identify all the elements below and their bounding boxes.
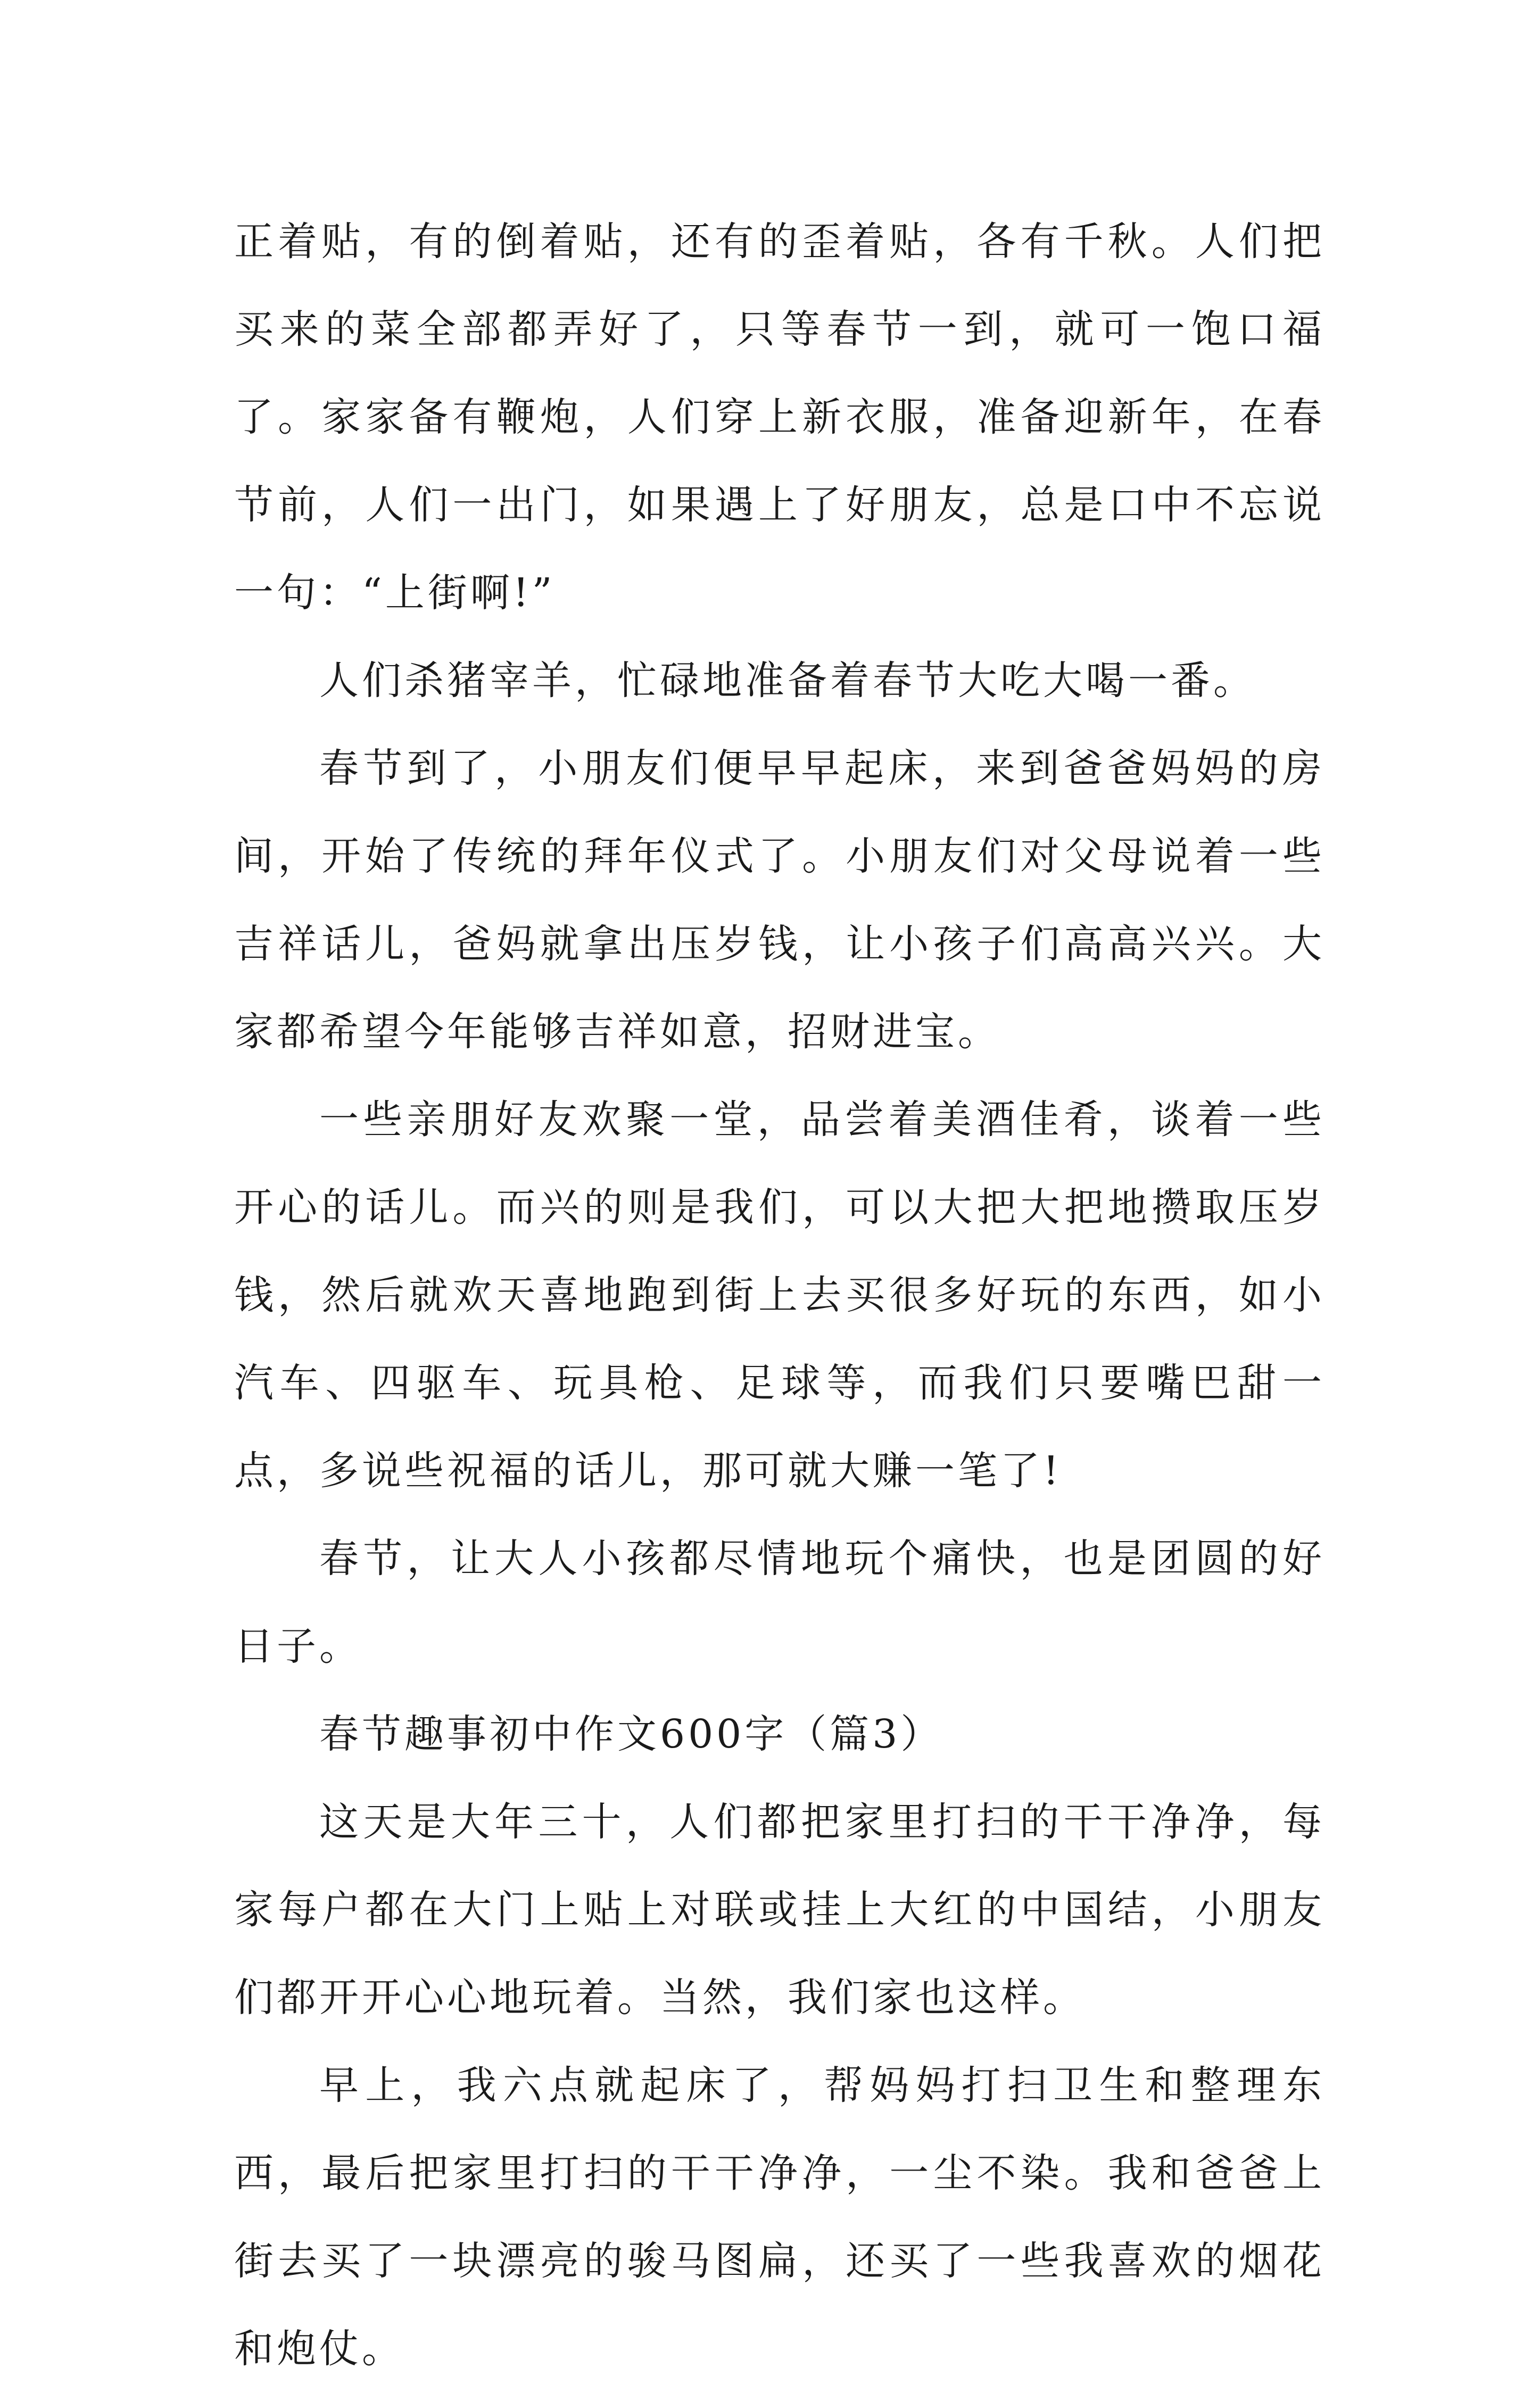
paragraph-4: 一些亲朋好友欢聚一堂，品尝着美酒佳肴，谈着一些开心的话儿。而兴的则是我们，可以大把大把地攒取压岁钱，然后就欢天喜地跑到街上去买很多好玩的东西，如小汽车、四驱车、玩具枪、足球等，而我们只要嘴巴甜一点，多说些祝福的话儿，那可就大赚一笔了!: [234, 1097, 1325, 1494]
paragraph-3: 春节到了，小朋友们便早早起床，来到爸爸妈妈的房间，开始了传统的拜年仪式了。小朋友们对父母说着一些吉祥话儿，爸妈就拿出压岁钱，让小孩子们高高兴兴。大家都希望今年能够吉祥如意，招财进宝。: [234, 746, 1325, 1055]
paragraph-6: 这天是大年三十，人们都把家里打扫的干干净净，每家每户都在大门上贴上对联或挂上大红的中国结，小朋友们都开开心心地玩着。当然，我们家也这样。: [234, 1799, 1325, 2021]
document-body: [234, 198, 1325, 2393]
paragraph-7: 早上，我六点就起床了，帮妈妈打扫卫生和整理东西，最后把家里打扫的干干净净，一尘不染。我和爸爸上街去买了一块漂亮的骏马图扁，还买了一些我喜欢的烟花和炮仗。: [234, 2063, 1325, 2372]
paragraph-2: 人们杀猪宰羊，忙碌地准备着春节大吃大喝一番。: [319, 658, 1256, 703]
section-heading: 春节趣事初中作文600字（篇3）: [319, 1711, 943, 1757]
paragraph-5: 春节，让大人小孩都尽情地玩个痛快，也是团圆的好日子。: [234, 1536, 1325, 1669]
paragraph-1: 正着贴，有的倒着贴，还有的歪着贴，各有千秋。人们把买来的菜全部都弄好了，只等春节一到，就可一饱口福了。家家备有鞭炮，人们穿上新衣服，准备迎新年，在春节前，人们一出门，如果遇上了好朋友，总是口中不忘说一句：“上街啊!”: [234, 219, 1325, 616]
